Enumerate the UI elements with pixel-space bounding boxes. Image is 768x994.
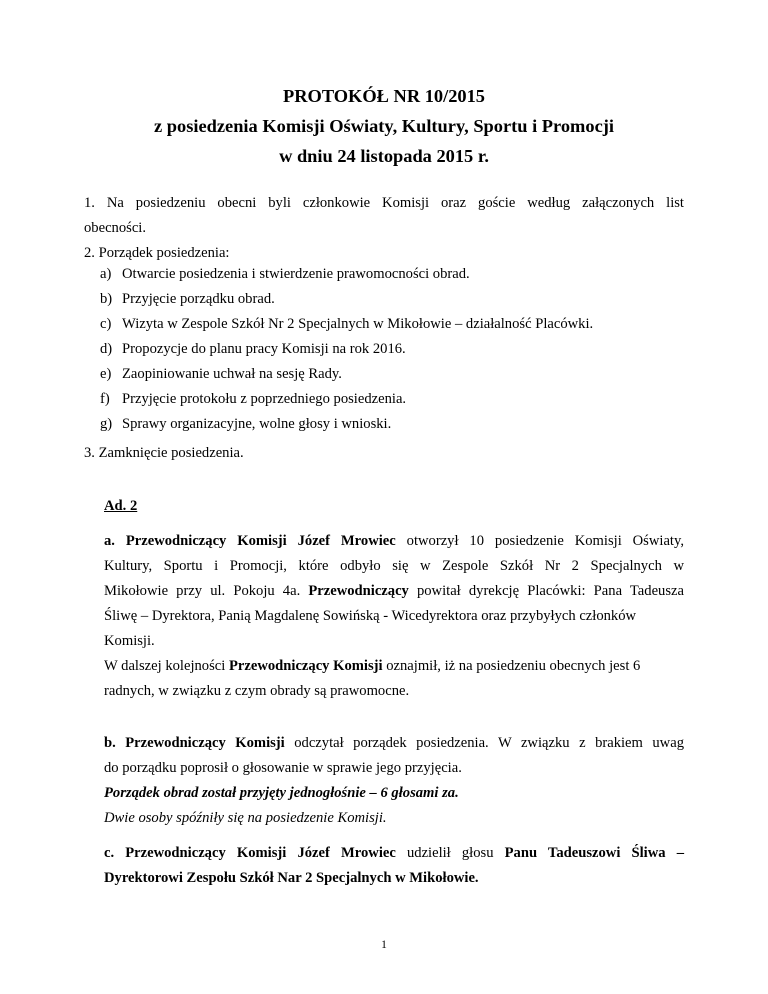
ad2-a-line3 [104, 579, 684, 604]
ad2-a-line7: radnych, w związku z czym obrady są prawomocne. [104, 683, 410, 699]
late-arrival-note: Dwie osoby spóźniły się na posiedzenie Komisji. [104, 810, 387, 826]
chairman-name: c. Przewodniczący Komisji Józef Mrowiec [104, 845, 396, 861]
point1-line2: obecności. [84, 220, 147, 236]
ad2-a-line6-pre: W dalszej kolejności [104, 658, 229, 674]
page-number: 1 [381, 939, 387, 951]
chairman-label: Przewodniczący Komisji [228, 658, 383, 674]
agenda-item-text: Otwarcie posiedzenia i stwierdzenie prawomocności obrad. [122, 266, 470, 282]
ad2-b-line2: do porządku poprosił o głosowanie w sprawie jego przyjęcia. [104, 760, 462, 776]
agenda-item-text: Propozycje do planu pracy Komisji na rok 2016. [122, 341, 406, 357]
agenda-item-letter: e) [100, 366, 112, 382]
ad2-a-line3-post: powitał dyrekcję Placówki: Pana Tadeusza [408, 583, 684, 599]
agenda-item-letter: f) [100, 391, 110, 407]
ad2-a-line3-pre: Mikołowie przy ul. Pokoju 4a. [104, 583, 309, 599]
agenda-item-letter: c) [100, 316, 112, 332]
protocol-subtitle: z posiedzenia Komisji Oświaty, Kultury, Sportu i Promocji [154, 116, 614, 136]
closing-item: 3. Zamknięcie posiedzenia. [84, 445, 244, 461]
ad2-a-line5: Komisji. [104, 633, 155, 649]
agenda-item-text: Zaopiniowanie uchwał na sesję Rady. [122, 366, 342, 382]
ad2-b-line1 [104, 731, 684, 756]
agenda-item-letter: g) [100, 416, 113, 432]
ad2-a-line6-post: oznajmił, iż na posiedzeniu obecnych jest 6 [382, 658, 641, 674]
chairman-label: b. Przewodniczący Komisji [104, 735, 285, 751]
point1-line1: 1. Na posiedzeniu obecni byli członkowie Komisji oraz goście według załączonych list [84, 195, 684, 211]
agenda-item-letter: a) [100, 266, 112, 282]
agenda-item-text: Przyjęcie porządku obrad. [122, 291, 275, 307]
ad2-c-line2: Dyrektorowi Zespołu Szkół Nar 2 Specjalnych w Mikołowie. [104, 870, 479, 886]
agenda-item-text: Sprawy organizacyjne, wolne głosy i wnioski. [122, 416, 392, 432]
ad2-a-line1 [104, 529, 684, 554]
agenda-item-text: Przyjęcie protokołu z poprzedniego posiedzenia. [122, 391, 407, 407]
ad2-a-line2: Kultury, Sportu i Promocji, które odbyło się w Zespole Szkół Nr 2 Specjalnych w [104, 558, 684, 574]
agenda-item-text: Wizyta w Zespole Szkół Nr 2 Specjalnych w Mikołowie – działalność Placówki. [122, 316, 594, 332]
ad2-heading: Ad. 2 [104, 498, 138, 514]
protocol-date: w dniu 24 listopada 2015 r. [279, 146, 489, 166]
ad2-a-line4: Śliwę – Dyrektora, Panią Magdalenę Sowińską - Wicedyrektora oraz przybyłych członków [104, 608, 637, 624]
ad2-b-line1-rest: odczytał porządek posiedzenia. W związku z brakiem uwag [284, 735, 684, 751]
ad2-a-line1-rest: otworzył 10 posiedzenie Komisji Oświaty, [395, 533, 684, 549]
ad2-c-line1-mid: udzielił głosu [395, 845, 505, 861]
chairman-label: Przewodniczący [308, 583, 409, 599]
agenda-item-letter: d) [100, 341, 113, 357]
director-name: Panu Tadeuszowi Śliwa – [504, 845, 684, 861]
ad2-c-line1 [104, 841, 684, 866]
agenda-item-letter: b) [100, 291, 113, 307]
agenda-heading: 2. Porządek posiedzenia: [84, 245, 230, 261]
chairman-name: a. Przewodniczący Komisji Józef Mrowiec [104, 533, 396, 549]
ad2-a-line6 [104, 654, 684, 679]
protocol-title: PROTOKÓŁ NR 10/2015 [283, 86, 485, 106]
vote-result: Porządek obrad został przyjęty jednogłośnie – 6 głosami za. [104, 785, 459, 801]
